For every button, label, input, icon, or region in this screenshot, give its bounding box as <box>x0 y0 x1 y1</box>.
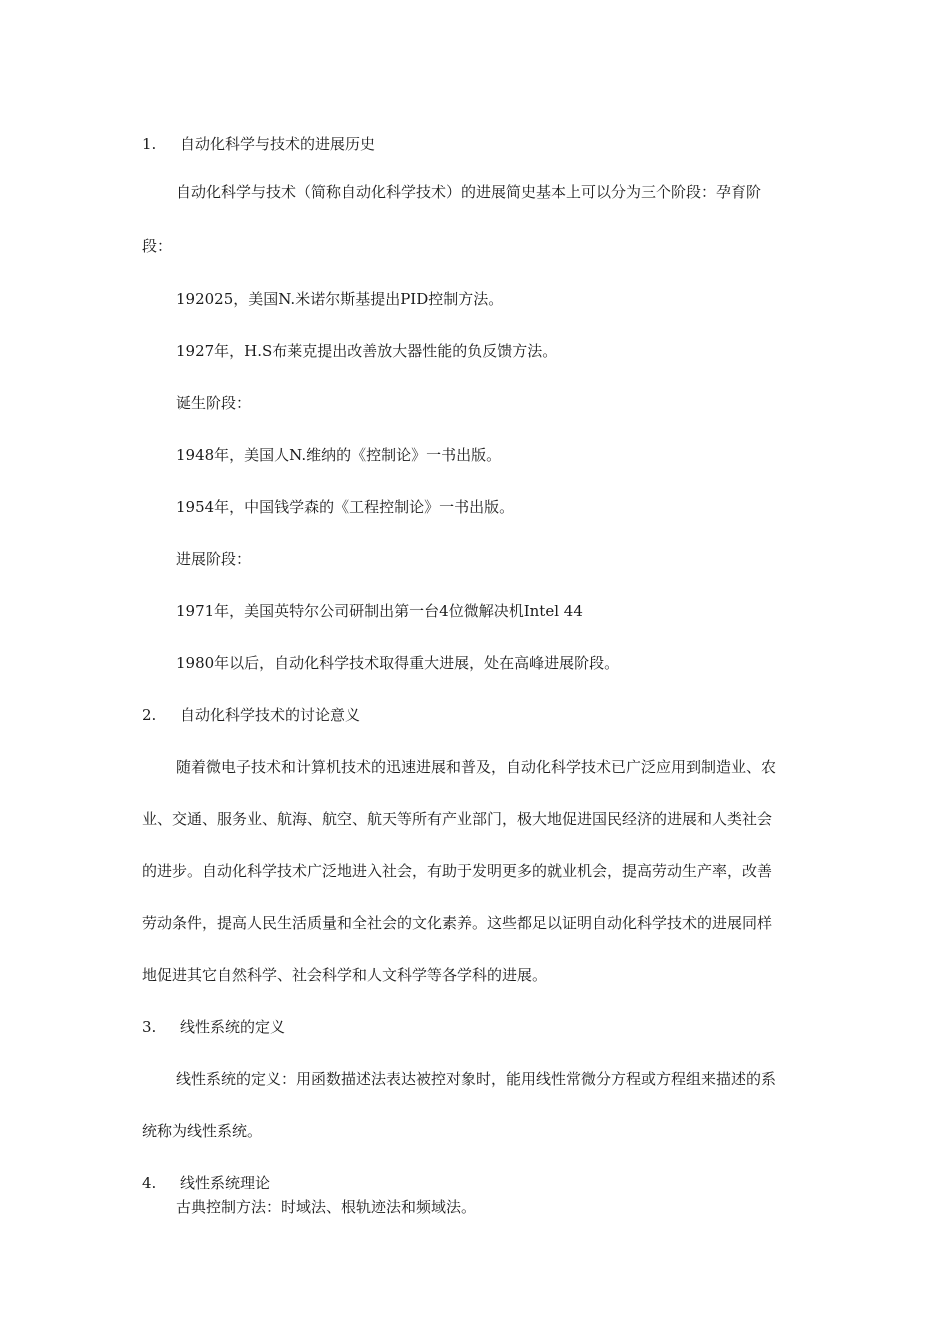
section-number: 2. <box>142 706 157 724</box>
section-number: 3. <box>142 1018 157 1036</box>
list-item: 1948年，美国人N.维纳的《控制论》一书出版。 <box>176 446 502 464</box>
paragraph-line: 业、交通、服务业、航海、航空、航天等所有产业部门，极大地促进国民经济的进展和人类社会 <box>142 810 773 828</box>
section-title: 线性系统理论 <box>180 1174 271 1192</box>
list-item: 1954年，中国钱学森的《工程控制论》一书出版。 <box>176 498 515 516</box>
paragraph-line: 劳动条件，提高人民生活质量和全社会的文化素养。这些都足以证明自动化科学技术的进展同样 <box>142 914 773 932</box>
section-number: 1. <box>142 135 157 153</box>
paragraph-line: 线性系统的定义：用函数描述法表达被控对象时，能用线性常微分方程或方程组来描述的系 <box>176 1070 777 1088</box>
section-title: 自动化科学技术的讨论意义 <box>180 706 361 724</box>
paragraph-line: 的进步。自动化科学技术广泛地进入社会，有助于发明更多的就业机会，提高劳动生产率，改善 <box>142 862 773 880</box>
list-item: 1927年，H.S布莱克提出改善放大器性能的负反馈方法。 <box>176 342 558 360</box>
section-heading-3 <box>142 1017 285 1037</box>
paragraph-line: 统称为线性系统。 <box>142 1122 263 1140</box>
section-heading-2 <box>142 705 360 725</box>
stage-label: 进展阶段： <box>176 550 252 568</box>
list-item: 1971年，美国英特尔公司研制出第一台4位微解决机Intel 44 <box>176 602 583 620</box>
section-number: 4. <box>142 1174 157 1192</box>
section-heading-4 <box>142 1173 270 1193</box>
section-title: 线性系统的定义 <box>180 1018 286 1036</box>
paragraph-line: 古典控制方法：时域法、根轨迹法和频域法。 <box>176 1198 477 1216</box>
stage-label: 诞生阶段： <box>176 394 252 412</box>
section-heading-1 <box>142 134 375 154</box>
paragraph-line: 段： <box>142 237 173 255</box>
paragraph-line: 地促进其它自然科学、社会科学和人文科学等各学科的进展。 <box>142 966 548 984</box>
list-item: 192025，美国N.米诺尔斯基提出PID控制方法。 <box>176 290 504 308</box>
list-item: 1980年以后，自动化科学技术取得重大进展，处在高峰进展阶段。 <box>176 654 620 672</box>
paragraph-line: 随着微电子技术和计算机技术的迅速进展和普及，自动化科学技术已广泛应用到制造业、农 <box>176 758 777 776</box>
paragraph-line: 自动化科学与技术（简称自动化科学技术）的进展简史基本上可以分为三个阶段：孕育阶 <box>176 183 762 201</box>
section-title: 自动化科学与技术的进展历史 <box>180 135 376 153</box>
